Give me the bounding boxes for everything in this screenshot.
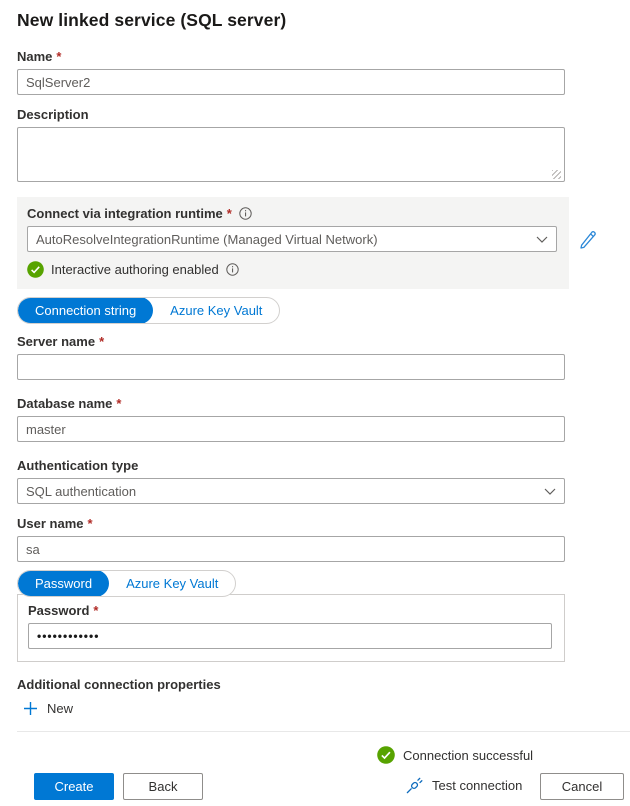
cancel-button[interactable]: Cancel xyxy=(540,773,624,800)
required-asterisk: * xyxy=(226,206,232,221)
description-textarea[interactable] xyxy=(17,127,565,182)
footer-bar xyxy=(17,731,630,806)
tab-password[interactable]: Password xyxy=(18,570,109,597)
resize-handle-icon[interactable] xyxy=(552,170,561,179)
plug-icon xyxy=(405,776,424,795)
interactive-authoring-status xyxy=(27,261,557,278)
auth-type-label: Authentication type xyxy=(17,458,139,473)
test-connection-button[interactable] xyxy=(405,776,522,795)
password-tab-group xyxy=(17,570,236,597)
description-label: Description xyxy=(17,107,89,122)
create-button[interactable]: Create xyxy=(34,773,114,800)
name-input[interactable] xyxy=(17,69,565,95)
tab-connection-string[interactable]: Connection string xyxy=(18,297,153,324)
chevron-down-icon xyxy=(536,236,548,244)
connection-status-text: Connection successful xyxy=(403,747,534,763)
server-name-label: Server name * xyxy=(17,334,105,349)
password-input[interactable] xyxy=(28,623,552,649)
auth-type-value: SQL authentication xyxy=(26,483,137,499)
add-new-property-label: New xyxy=(47,701,74,716)
auth-type-select[interactable] xyxy=(17,478,565,504)
chevron-down-icon xyxy=(544,488,556,496)
database-name-input[interactable] xyxy=(17,416,565,442)
tab-azure-key-vault[interactable]: Azure Key Vault xyxy=(170,303,263,318)
edit-pencil-icon[interactable] xyxy=(578,229,598,249)
tab-password-azure-key-vault[interactable]: Azure Key Vault xyxy=(126,576,219,591)
info-icon[interactable] xyxy=(226,263,239,276)
connection-status xyxy=(377,746,533,764)
required-asterisk: * xyxy=(99,334,105,349)
server-name-input[interactable] xyxy=(17,354,565,380)
user-name-input[interactable] xyxy=(17,536,565,562)
password-section xyxy=(17,594,565,662)
info-icon[interactable] xyxy=(239,207,252,220)
add-new-property-button[interactable] xyxy=(23,701,73,716)
required-asterisk: * xyxy=(87,516,93,531)
required-asterisk: * xyxy=(93,603,99,618)
database-name-label: Database name * xyxy=(17,396,122,411)
interactive-authoring-text: Interactive authoring enabled xyxy=(51,262,219,277)
integration-runtime-label: Connect via integration runtime * xyxy=(27,206,557,221)
required-asterisk: * xyxy=(116,396,122,411)
integration-runtime-value: AutoResolveIntegrationRuntime (Managed Virtual Network) xyxy=(36,231,378,247)
connection-tab-group xyxy=(17,297,280,324)
success-check-icon xyxy=(27,261,44,278)
additional-properties-label: Additional connection properties xyxy=(17,677,221,692)
back-button[interactable]: Back xyxy=(123,773,203,800)
success-check-icon xyxy=(377,746,395,764)
required-asterisk: * xyxy=(56,49,62,64)
password-label: Password * xyxy=(28,603,99,618)
name-label: Name * xyxy=(17,49,62,64)
user-name-label: User name * xyxy=(17,516,93,531)
page-title: New linked service (SQL server) xyxy=(17,10,287,30)
plus-icon xyxy=(23,701,38,716)
integration-runtime-select[interactable] xyxy=(27,226,557,252)
integration-runtime-panel xyxy=(17,197,569,289)
test-connection-label: Test connection xyxy=(432,778,523,793)
